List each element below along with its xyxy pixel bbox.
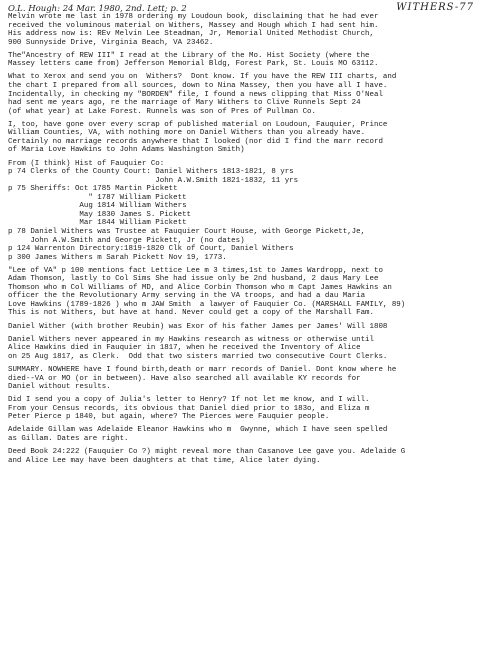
text-line: Adelaide Gillam was Adelaide Eleanor Hawkins who m Gwynne, which I have seen spelled [8,426,388,435]
text-line: Daniel without results. [8,383,111,392]
text-line: (of what year) at Lake Forest. Runnels was son of Pres of Pullman Co. [8,107,316,116]
text-line: John A.W.Smith and George Pickett, Jr (no dates) [8,236,245,245]
text-line: The"Ancestry of REW III" I read at the Library of the Mo. Hist Society (where the [8,51,370,60]
text-line: Melvin wrote me last in 1978 ordering my Loudoun book, disclaiming that he had ever [8,13,379,21]
text-line: had sent me years ago, re the marriage of Mary Withers to Clive Runnels Sept 24 [8,99,361,108]
text-line: " 1787 William Pickett [8,193,187,202]
handwritten-file-label: WITHERS-77 [396,2,474,13]
text-line: Thomson who m Col Williams of MD, and Alice Corbin Thomson who m Capt James Hawkins an [8,283,392,292]
text-line: died--VA or MO (or in between). Have also searched all available KY records for [8,374,361,383]
text-line: as Gillam. Dates are right. [8,435,129,443]
text-line: Aug 1814 William Withers [8,202,187,211]
text-line: I, too, have gone over every scrap of published material on Loudoun, Fauquier, Prince [8,120,388,129]
text-line: Certainly no marriage records anywhere that I looked (nor did I find the marr record [8,137,383,146]
text-line: officer the the Revolutionary Army serving in the VA troops, and had a dau Maria [8,292,366,301]
text-line: 900 Sunnyside Drive, Virginia Beach, VA 23462. [8,38,214,47]
text-line: Adam Thomson, lastly to Col Sims She had issue only be 2nd husband, 2 daus Mary Lee [8,275,379,284]
text-line: What to Xerox and send you on Withers? Dont know. If you have the REW III charts, and [8,73,397,82]
text-line: His address now is: REv Melvin Lee Steadman, Jr, Memorial United Methodist Church, [8,30,374,39]
text-line: p 300 James Withers m Sarah Pickett Nov 19, 1773. [8,253,227,262]
text-line: p 78 Daniel Withers was Trustee at Fauquier Court House, with George Pickett,Je, [8,227,366,236]
handwritten-header-note: O.L. Hough: 24 Mar. 1980, 2nd. Lett; p. 2 [8,4,187,14]
text-line: Daniel Withers never appeared in my Hawkins research as witness or otherwise until [8,335,374,344]
text-line: William Counties, VA, with nothing more on Daniel Withers than you already have. [8,129,366,138]
text-line: Daniel Wither (with brother Reubin) was Exor of his father James per James' Will 1808 [8,322,388,331]
text-line: Massey letters came from) Jefferson Memorial Bldg, Forest Park, St. Louis MO 63112. [8,60,379,69]
text-line: p 75 Sheriffs: Oct 1785 Martin Pickett [8,185,178,194]
text-line: the chart I prepared from all sources, down to Nina Massey, then you have all I have. [8,82,388,91]
text-line: SUMMARY. NOWHERE have I found birth,death or marr records of Daniel. Dont know where he [8,365,397,374]
text-line: May 1830 James S. Pickett [8,210,191,219]
text-line: Love Hawkins (1789-1826 ) who m JAW Smith a lawyer of Fauquier Co. (MARSHALL FAMILY, 89) [8,300,406,309]
text-line: on 25 Aug 1817, as Clerk. Odd that two sisters married two consecutive Court Clerks. [8,352,388,361]
text-line: of Maria Love Hawkins to John Adams Washington Smith) [8,146,245,155]
text-line: received the voluminous material on Withers, Massey and Hough which I had sent him. [8,21,379,30]
text-line: Peter Pierce p 1840, but again, where? The Pierces were Fauquier people. [8,413,330,422]
text-line: From (I think) Hist of Fauquier Co: [8,159,165,168]
text-line: Did I send you a copy of Julia's letter to Henry? If not let me know, and I will. [8,396,370,405]
text-line: John A.W.Smith 1821-1832, 11 yrs [8,176,299,185]
text-line: Alice Hawkins died in Fauquier in 1817, when he received the Inventory of Alice [8,344,361,353]
text-line: Mar 1844 William Pickett [8,219,187,228]
text-line: "Lee of VA" p 100 mentions fact Lettice Lee m 3 times,1st to James Wardropp, next to [8,266,383,275]
text-line: p 74 Clerks of the County Court: Daniel Withers 1813-1821, 8 yrs [8,168,294,177]
text-line: and Alice Lee may have been daughters at that time, Alice later dying. [8,456,321,465]
text-line: Incidentally, in checking my "BORDEN" file, I found a news clipping that Miss O'Neal [8,90,383,99]
text-line: From your Census records, its obvious that Daniel died prior to 183o, and Eliza m [8,404,370,413]
text-line: This is not Withers, but have at hand. Never could get a copy of the Marshall Fam. [8,309,374,318]
text-line: p 124 Warrenton Directory:1819-1820 Clk of Court, Daniel Withers [8,245,294,254]
letter-body [8,13,476,465]
text-line: Deed Book 24:222 (Fauquier Co ?) might reveal more than Casanove Lee gave you. Adelaide G [8,448,406,457]
